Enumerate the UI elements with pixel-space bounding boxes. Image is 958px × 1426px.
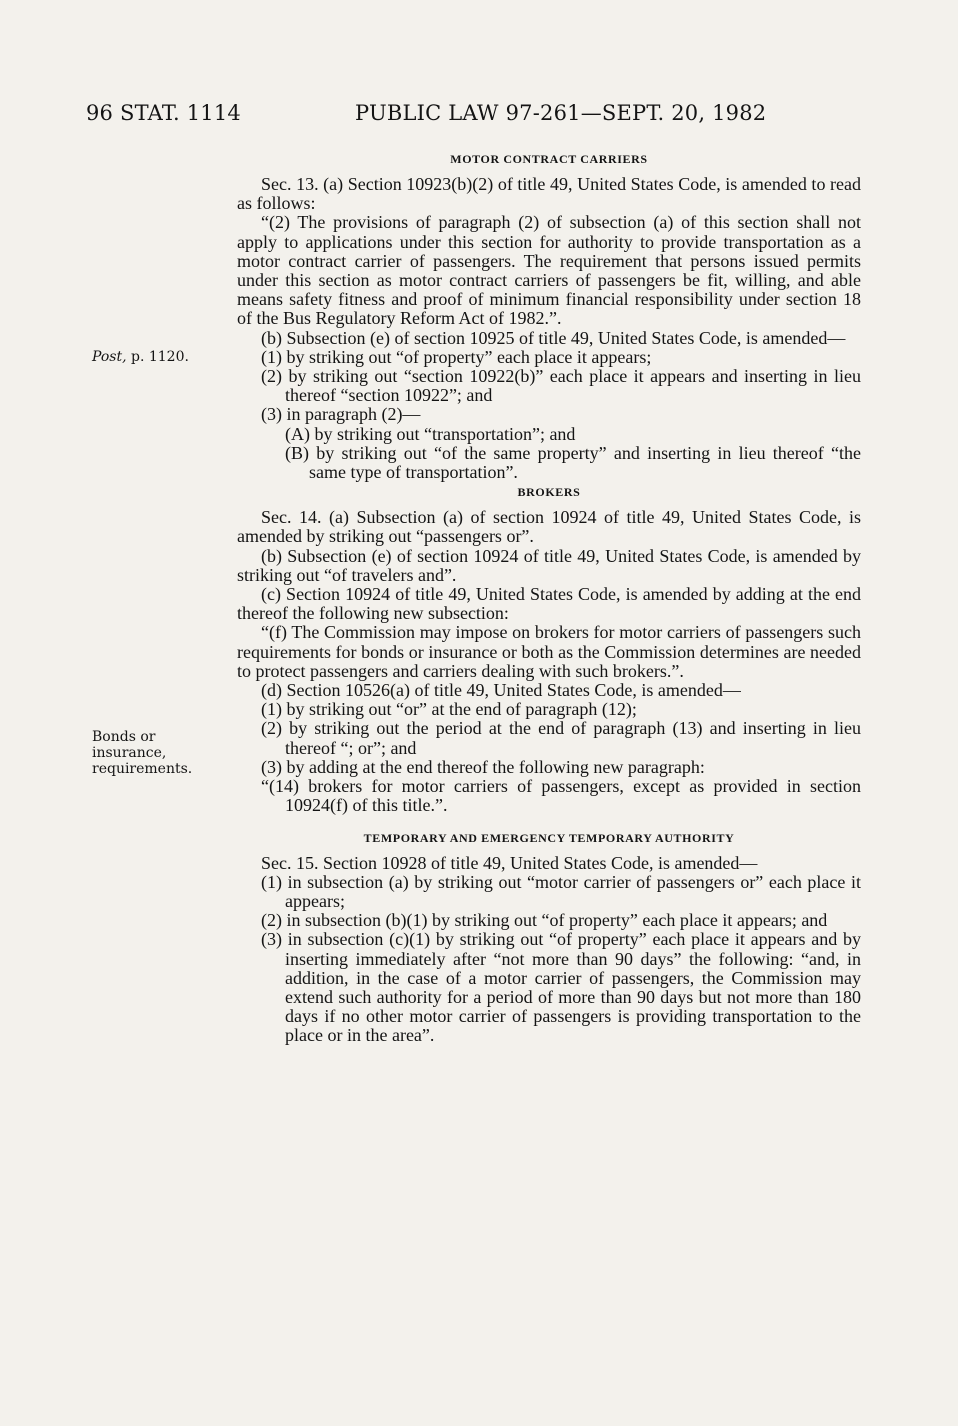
paragraph: Sec. 14. (a) Subsection (a) of section 10924 of title 49, United States Code, is amended by striking out “passengers or”. <box>237 507 861 547</box>
statute-page-number: 96 STAT. 1114 <box>86 101 241 125</box>
body-text-column <box>237 151 861 1046</box>
list-item: (3) in paragraph (2)— <box>261 404 421 425</box>
section-heading: TEMPORARY AND EMERGENCY TEMPORARY AUTHORITY <box>363 830 735 845</box>
sub-list-item: (A) by striking out “transportation”; and <box>285 423 576 444</box>
sub-list-item: (B) by striking out “of the same property” and inserting in lieu thereof “the same type of transportation”. <box>285 442 861 483</box>
section-heading: BROKERS <box>517 485 581 500</box>
quoted-list-item: “(14) brokers for motor carriers of passengers, except as provided in section 10924(f) of this title.”. <box>261 776 861 816</box>
list-item: (2) by striking out the period at the end of paragraph (13) and inserting in lieu thereof “; or”; and <box>261 718 861 758</box>
paragraph: (b) Subsection (e) of section 10924 of title 49, United States Code, is amended by striking out “of travelers and”. <box>237 545 861 585</box>
paragraph: (b) Subsection (e) of section 10925 of title 49, United States Code, is amended— <box>261 327 846 348</box>
list-item: (1) by striking out “of property” each place it appears; <box>261 346 652 367</box>
quoted-paragraph: “(f) The Commission may impose on brokers for motor carriers of passengers such requirements for bonds or insurance or both as the Commission determines are needed to protect passengers and carriers dealing with such brokers.”. <box>237 622 861 681</box>
list-item: (2) by striking out “section 10922(b)” each place it appears and inserting in lieu thereof “section 10922”; and <box>261 366 861 406</box>
list-item: (1) by striking out “or” at the end of paragraph (12); <box>261 699 637 720</box>
list-item: (1) in subsection (a) by striking out “motor carrier of passengers or” each place it appears; <box>261 871 861 911</box>
list-item: (2) in subsection (b)(1) by striking out “of property” each place it appears; and <box>261 910 828 931</box>
running-header: PUBLIC LAW 97-261—SEPT. 20, 1982 <box>355 101 767 125</box>
sidenote-bonds-insurance: Bonds or insurance, requirements. <box>92 729 193 777</box>
paragraph: Sec. 13. (a) Section 10923(b)(2) of title 49, United States Code, is amended to read as follows: <box>237 174 861 214</box>
sidenote-post-reference: Post, p. 1120. <box>92 349 189 365</box>
list-item: (3) in subsection (c)(1) by striking out “of property” each place it appears and by inserting immediately after “not more than 90 days” the following: “and, in addition, in the case of a motor carrier of passengers, the Commission may extend such authority for a period of more than 90 days but not more than 180 days if no other motor carrier of passengers is providing transportation to the place or in the area”. <box>261 929 861 1046</box>
section-heading: MOTOR CONTRACT CARRIERS <box>450 152 648 166</box>
list-item: (3) by adding at the end thereof the following new paragraph: <box>261 756 705 777</box>
paragraph: Sec. 15. Section 10928 of title 49, United States Code, is amended— <box>261 852 758 873</box>
quoted-paragraph: “(2) The provisions of paragraph (2) of subsection (a) of this section shall not apply to applications under this section for authority to provide transportation as a motor contract carrier of passengers. The requirement that persons issued permits under this section as motor contract carriers of passengers be fit, willing, and able means safety fitness and proof of minimum financial responsibility under section 18 of the Bus Regulatory Reform Act of 1982.”. <box>237 212 861 329</box>
paragraph: (c) Section 10924 of title 49, United States Code, is amended by adding at the end thereof the following new subsection: <box>237 584 861 624</box>
paragraph: (d) Section 10526(a) of title 49, United States Code, is amended— <box>261 680 741 701</box>
